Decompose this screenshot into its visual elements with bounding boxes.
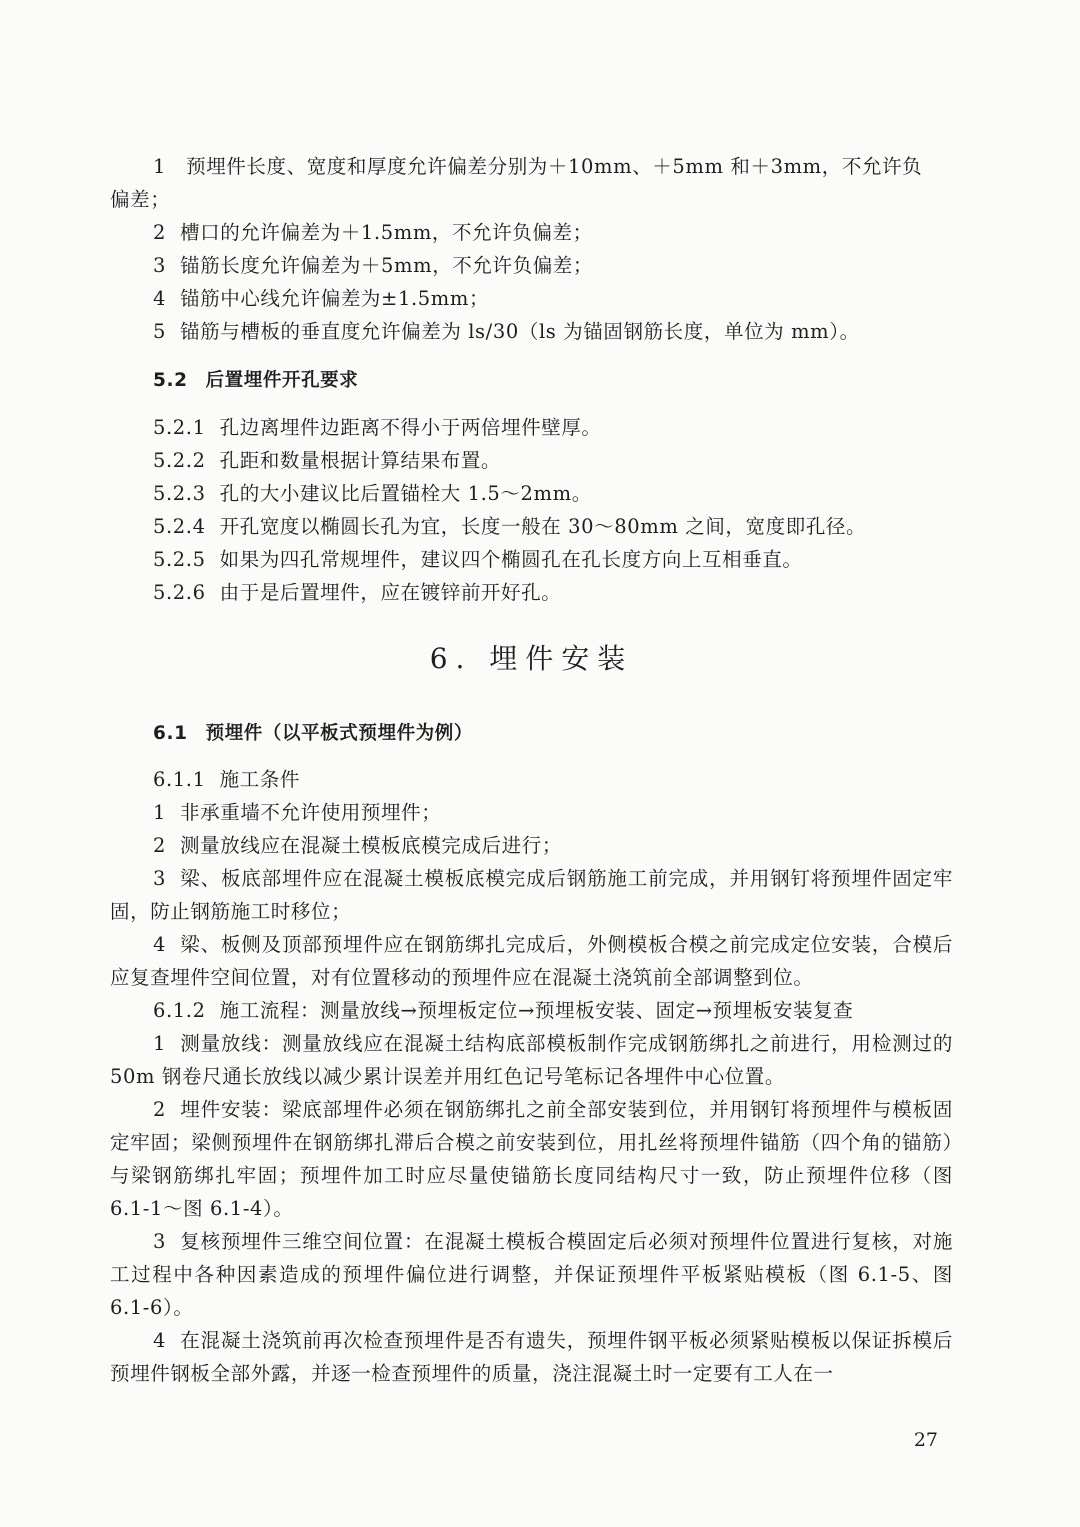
list-item-6-1-2-2: 2 埋件安装：梁底部埋件必须在钢筋绑扎之前全部安装到位，并用钢钉将预埋件与模板固定牢固；梁侧预埋件在钢筋绑扎滞后合模之前安装到位，用扎丝将预埋件锚筋（四个角的锚筋）与梁钢筋绑扎牢固；预埋件加工时应尽量使锚筋长度同结构尺寸一致，防止预埋件位移（图 6.1-1～图 6.1-4）。 — [110, 1098, 953, 1220]
paragraph-5-1-item-1-line1: 1 预埋件长度、宽度和厚度允许偏差分别为＋10mm、＋5mm 和＋3mm，不允许负 — [153, 155, 923, 178]
clause-6-1-2: 6.1.2 施工流程：测量放线→预埋板定位→预埋板安装、固定→预埋板安装复查 — [153, 999, 854, 1022]
list-item-5-1-4: 4 锚筋中心线允许偏差为±1.5mm； — [153, 287, 490, 310]
chapter-title: 6. 埋件安装 — [429, 642, 634, 675]
list-item-6-1-2-1: 1 测量放线：测量放线应在混凝土结构底部模板制作完成钢筋绑扎之前进行，用检测过的 50m 钢卷尺通长放线以减少累计误差并用红色记号笔标记各埋件中心位置。 — [110, 1032, 953, 1088]
document-body — [110, 150, 953, 1390]
list-item-6-1-1-2: 2 测量放线应在混凝土模板底模完成后进行； — [153, 834, 562, 857]
clause-5-2-5: 5.2.5 如果为四孔常规埋件，建议四个椭圆孔在孔长度方向上互相垂直。 — [153, 548, 803, 571]
clause-5-2-6: 5.2.6 由于是后置埋件，应在镀锌前开好孔。 — [153, 581, 562, 604]
list-item-5-1-2: 2 槽口的允许偏差为＋1.5mm，不允许负偏差； — [153, 221, 593, 244]
section-heading-5-2: 5.2 后置埋件开孔要求 — [153, 370, 359, 391]
list-item-5-1-3: 3 锚筋长度允许偏差为＋5mm，不允许负偏差； — [153, 254, 594, 277]
clause-5-2-2: 5.2.2 孔距和数量根据计算结果布置。 — [153, 449, 502, 472]
clause-5-2-4: 5.2.4 开孔宽度以椭圆长孔为宜，长度一般在 30～80mm 之间，宽度即孔径。 — [153, 515, 867, 538]
section-heading-6-1: 6.1 预埋件（以平板式预埋件为例） — [153, 723, 473, 744]
list-item-6-1-1-4: 4 梁、板侧及顶部预埋件应在钢筋绑扎完成后，外侧模板合模之前完成定位安装，合模后应复查埋件空间位置，对有位置移动的预埋件应在混凝土浇筑前全部调整到位。 — [110, 933, 953, 989]
list-item-6-1-2-3: 3 复核预埋件三维空间位置：在混凝土模板合模固定后必须对预埋件位置进行复核，对施工过程中各种因素造成的预埋件偏位进行调整，并保证预埋件平板紧贴模板（图 6.1-5、图 6.1-6）。 — [110, 1230, 953, 1319]
list-item-5-1-5: 5 锚筋与槽板的垂直度允许偏差为 ls/30（ls 为锚固钢筋长度，单位为 mm）。 — [153, 320, 860, 343]
list-item-6-1-1-1: 1 非承重墙不允许使用预埋件； — [153, 801, 442, 824]
clause-5-2-1: 5.2.1 孔边离埋件边距离不得小于两倍埋件壁厚。 — [153, 416, 602, 439]
clause-5-2-3: 5.2.3 孔的大小建议比后置锚栓大 1.5～2mm。 — [153, 482, 592, 505]
list-item-6-1-2-4: 4 在混凝土浇筑前再次检查预埋件是否有遗失，预埋件钢平板必须紧贴模板以保证拆模后预埋件钢板全部外露，并逐一检查预埋件的质量，浇注混凝土时一定要有工人在一 — [110, 1329, 953, 1385]
paragraph-5-1-item-1-line2: 偏差； — [110, 188, 171, 211]
clause-6-1-1: 6.1.1 施工条件 — [153, 768, 301, 791]
list-item-6-1-1-3: 3 梁、板底部埋件应在混凝土模板底模完成后钢筋施工前完成，并用钢钉将预埋件固定牢固，防止钢筋施工时移位； — [110, 867, 953, 923]
page-number: 27 — [913, 1429, 938, 1451]
